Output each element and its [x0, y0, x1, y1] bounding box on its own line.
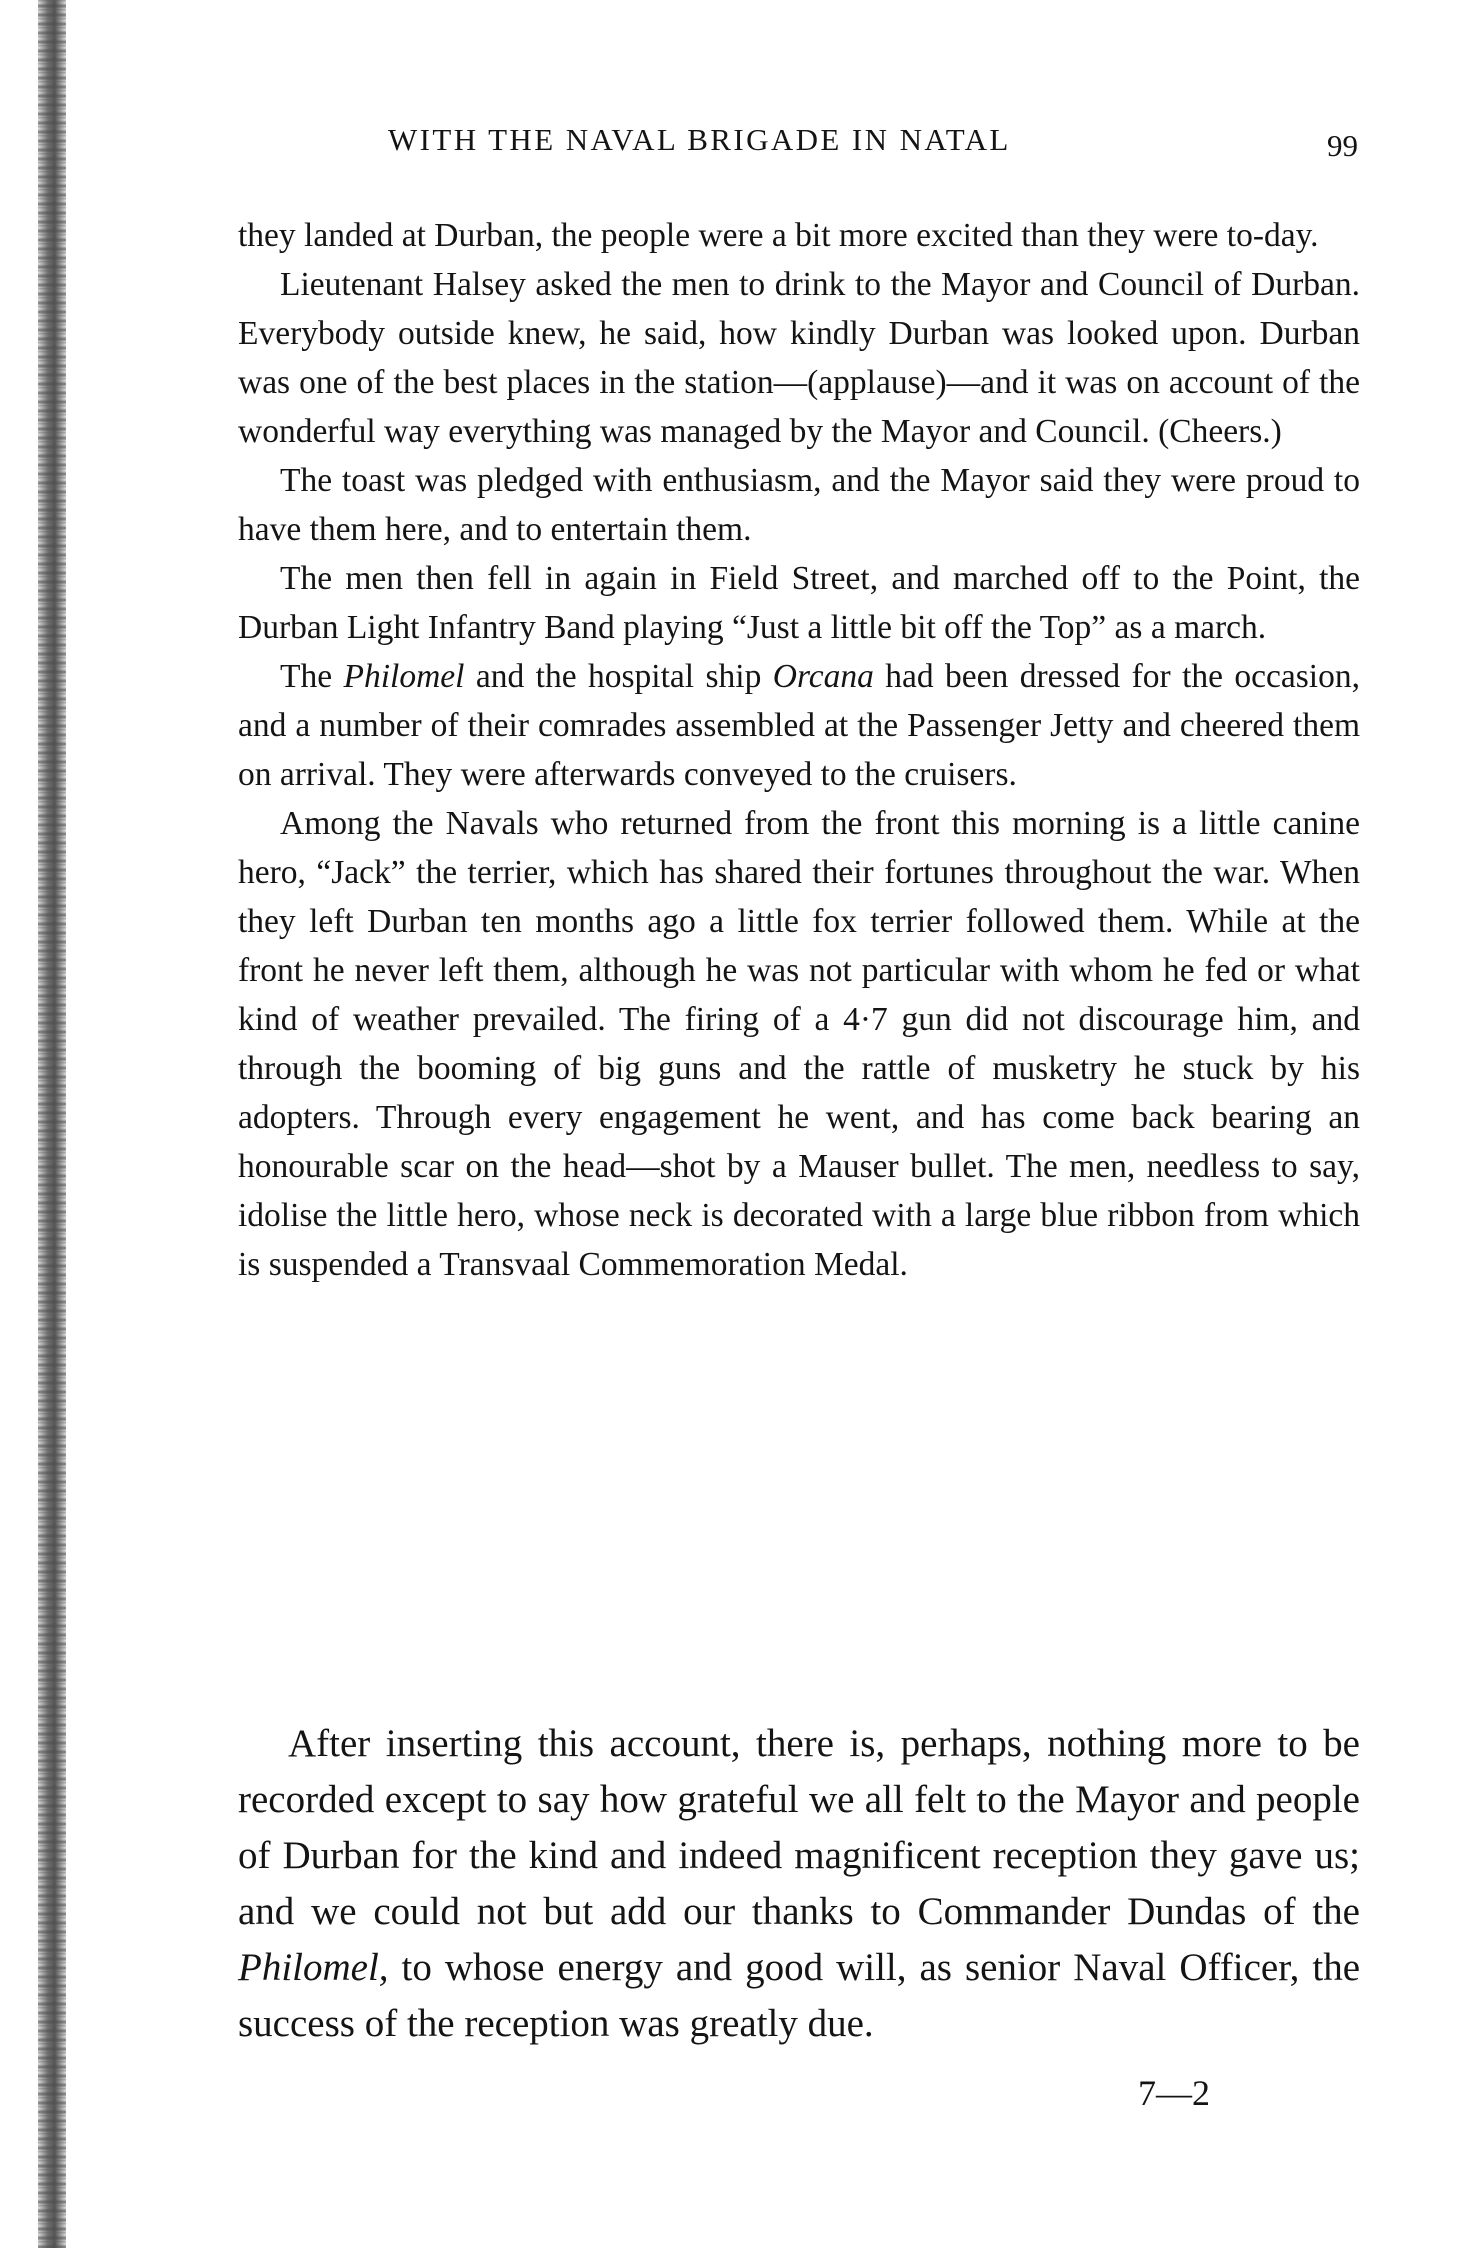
paragraph-5 — [238, 652, 1360, 799]
page-number: 99 — [1327, 128, 1358, 163]
running-header — [238, 122, 1358, 172]
text-segment: to whose energy and good will, as senior Naval Officer, the success of the reception was greatly due. — [238, 1946, 1360, 2045]
book-spine-shadow — [38, 0, 66, 2248]
text-segment: The men then fell in again in Field Street, and marched off to the Point, the Durban Light Infantry Band playing “Just a little bit off the Top” as a march. — [238, 560, 1360, 646]
paragraph-3 — [238, 456, 1360, 554]
text-segment: Among the Navals who returned from the front this morning is a little canine hero, “Jack” the terrier, which has shared their fortunes throughout the war. When they left Durban ten months ago a little fox terrier followed them. While at the front he never left them, although he was not particular with whom he fed or what kind of weather prevailed. The firing of a 4·7 gun did not discourage him, and through the booming of big guns and the rattle of musketry he stuck by his adopters. Through every engagement he went, and has come back bearing an honourable scar on the head—shot by a Mauser bullet. The men, needless to say, idolise the little hero, whose neck is decorated with a large blue ribbon from which is suspended a Transvaal Commemoration Medal. — [238, 805, 1360, 1283]
text-segment: and the hospital ship — [464, 658, 773, 695]
closing-paragraph-text — [238, 1716, 1360, 2052]
text-segment: The — [280, 658, 344, 695]
paragraph-1 — [238, 211, 1360, 260]
signature-mark: 7—2 — [1138, 2073, 1210, 2113]
ship-name-philomel: Philomel — [343, 658, 465, 695]
paragraph-2 — [238, 260, 1360, 456]
text-segment: After inserting this account, there is, perhaps, nothing more to be recorded except to say how grateful we all felt to the Mayor and people of Durban for the kind and indeed magnificent reception they gave us; and we could not but add our thanks to Commander Dundas of the — [238, 1722, 1360, 1933]
closing-paragraph — [238, 1716, 1360, 2052]
paragraph-6 — [238, 799, 1360, 1289]
body-text — [238, 211, 1360, 1289]
ship-name-philomel: Philomel, — [238, 1946, 389, 1989]
text-segment: had been dressed for the occasion, and a number of their comrades assembled at the Passenger Jetty and cheered them on arrival. They were afterwards conveyed to the cruisers. — [238, 658, 1360, 793]
ship-name-orcana: Orcana — [772, 658, 874, 695]
text-segment: The toast was pledged with enthusiasm, and the Mayor said they were proud to have them here, and to entertain them. — [238, 462, 1360, 548]
running-title: WITH THE NAVAL BRIGADE IN NATAL — [388, 122, 1011, 157]
text-segment: they landed at Durban, the people were a bit more excited than they were to-day. — [238, 217, 1319, 254]
paragraph-4 — [238, 554, 1360, 652]
text-segment: Lieutenant Halsey asked the men to drink to the Mayor and Council of Durban. Everybody outside knew, he said, how kindly Durban was looked upon. Durban was one of the best places in the station—(applause)—and it was on account of the wonderful way everything was managed by the Mayor and Council. (Cheers.) — [238, 266, 1360, 450]
